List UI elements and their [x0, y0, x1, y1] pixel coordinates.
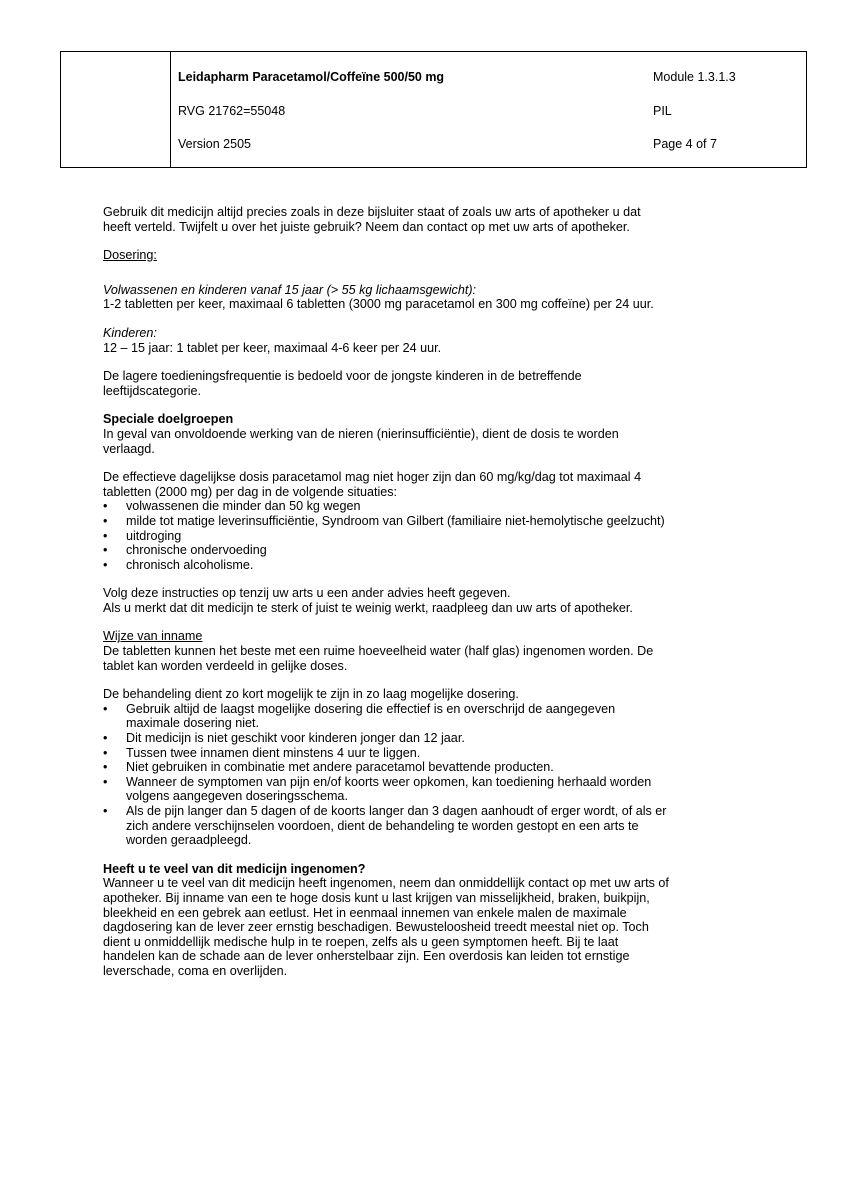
version-label: Version 2505: [178, 137, 251, 151]
intro-line-1: Gebruik dit medicijn altijd precies zoals in deze bijsluiter staat of zoals uw arts of apotheker u dat: [103, 205, 641, 219]
wijze-text-line-1: De tabletten kunnen het beste met een ruime hoeveelheid water (half glas) ingenomen worden. De: [103, 644, 654, 659]
overdose-line-2: apotheker. Bij inname van een te hoge dosis kunt u last krijgen van misselijkheid, braken, buikpijn,: [103, 890, 650, 905]
situations-list: [103, 499, 753, 572]
overdose-line-3: bleekheid en een gebrek aan eetlust. Het in eenmaal innemen van enkele malen de maximale: [103, 905, 627, 920]
list-item: • Gebruik altijd de laagst mogelijke dosering die effectief is en overschrijd de aangegeven maximale dosering niet.: [103, 701, 616, 731]
overdose-line-5: dient u onmiddellijk medische hulp in te roepen, zelfs als u geen symptomen heeft. Bij te laat: [103, 934, 619, 949]
overdose-heading: Heeft u te veel van dit medicijn ingenomen?: [103, 861, 366, 876]
treatment-intro: De behandeling dient zo kort mogelijk te zijn in zo laag mogelijke dosering.: [103, 687, 519, 702]
dosering-heading: Dosering:: [103, 248, 157, 263]
doc-type-label: PIL: [653, 104, 672, 118]
list-item: • Wanneer de symptomen van pijn en/of koorts weer opkomen, kan toediening herhaald worden volgens aangegeven doseringsschema.: [103, 774, 652, 804]
treatment-list: [103, 702, 753, 848]
adults-heading: Volwassenen en kinderen vanaf 15 jaar (> 55 kg lichaamsgewicht):: [103, 282, 477, 297]
overdose-line-4: dagdosering kan de lever zeer ernstig beschadigen. Bewusteloosheid treedt meestal niet op. Toch: [103, 920, 649, 935]
list-item: • Dit medicijn is niet geschikt voor kinderen jonger dan 12 jaar.: [103, 731, 465, 746]
list-item: • chronisch alcoholisme.: [103, 557, 254, 572]
list-item: • Als de pijn langer dan 5 dagen of de koorts langer dan 3 dagen aanhoudt of erger wordt, of als er zich andere verschijnselen voordoen, dient de behandeling te worden gestopt en een arts te worden geraadpleegd.: [103, 804, 667, 848]
header-divider: [170, 52, 171, 167]
overdose-line-7: leverschade, coma en overlijden.: [103, 963, 288, 978]
children-heading: Kinderen:: [103, 325, 157, 340]
overdose-line-1: Wanneer u te veel van dit medicijn heeft ingenomen, neem dan onmiddellijk contact op met uw arts of: [103, 876, 669, 891]
product-title: Leidapharm Paracetamol/Coffeïne 500/50 mg: [178, 70, 445, 84]
list-item: • Tussen twee innamen dient minstens 4 uur te liggen.: [103, 745, 421, 760]
wijze-heading: Wijze van inname: [103, 629, 203, 644]
frequency-note-line-1: De lagere toedieningsfrequentie is bedoeld voor de jongste kinderen in de betreffende: [103, 369, 582, 384]
max-dose-line-2: tabletten (2000 mg) per dag in de volgende situaties:: [103, 484, 398, 499]
special-text-line-1: In geval van onvoldoende werking van de nieren (nierinsufficiëntie), dient de dosis te worden: [103, 426, 619, 441]
max-dose-line-1: De effectieve dagelijkse dosis paracetamol mag niet hoger zijn dan 60 mg/kg/dag tot maximaal 4: [103, 470, 642, 485]
list-item: • uitdroging: [103, 528, 182, 543]
children-text: 12 – 15 jaar: 1 tablet per keer, maximaal 4-6 keer per 24 uur.: [103, 340, 442, 355]
wijze-text-line-2: tablet kan worden verdeeld in gelijke doses.: [103, 658, 348, 673]
leaflet-body: [103, 205, 753, 979]
list-item: • volwassenen die minder dan 50 kg wegen: [103, 499, 361, 514]
intro-line-2: heeft verteld. Twijfelt u over het juiste gebruik? Neem dan contact op met uw arts of apotheker.: [103, 219, 630, 234]
follow-instructions-line-1: Volg deze instructies op tenzij uw arts u een ander advies heeft gegeven.: [103, 586, 511, 601]
list-item: • milde tot matige leverinsufficiëntie, Syndroom van Gilbert (familiaire niet-hemolytische geelzucht): [103, 513, 665, 528]
frequency-note-line-2: leeftijdscategorie.: [103, 383, 202, 398]
list-item: • Niet gebruiken in combinatie met andere paracetamol bevattende producten.: [103, 760, 554, 775]
adults-text: 1-2 tabletten per keer, maximaal 6 tabletten (3000 mg paracetamol en 300 mg coffeïne) per 24 uur.: [103, 297, 654, 312]
follow-instructions-line-2: Als u merkt dat dit medicijn te sterk of juist te weinig werkt, raadpleeg dan uw arts of apotheker.: [103, 600, 633, 615]
list-item: • chronische ondervoeding: [103, 543, 267, 558]
overdose-line-6: handelen kan de schade aan de lever onherstelbaar zijn. Een overdosis kan leiden tot ernstige: [103, 949, 630, 964]
header-table: [60, 51, 807, 168]
special-text-line-2: verlaagd.: [103, 441, 155, 456]
module-label: Module 1.3.1.3: [653, 70, 736, 84]
rvg-number: RVG 21762=55048: [178, 104, 286, 118]
page-number: Page 4 of 7: [653, 137, 717, 151]
special-heading: Speciale doelgroepen: [103, 412, 234, 427]
